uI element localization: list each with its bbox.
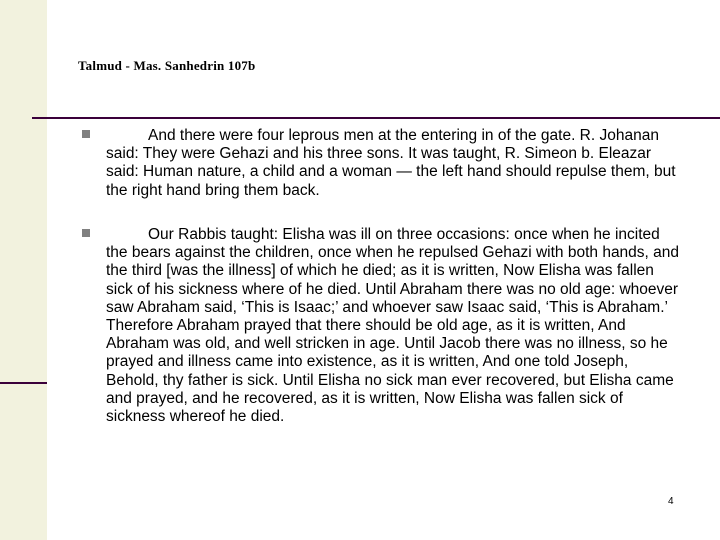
bullet-text: Our Rabbis taught: Elisha was ill on three occasions: once when he incited the bears against the children, once when he repulsed Gehazi with both hands, and the third [was the illness] of which he died; as it is written, Now Elisha was fallen sick of his sickness where of he died. Until Abraham there was no old age: whoever saw Abraham said, ‘This is Isaac;’ and whoever saw Isaac said, ‘This is Abraham.’ Therefore Abraham prayed that there should be old age, as it is written, And Abraham was old, and well stricken in age. Until Jacob there was no illness, so he prayed and illness came into existence, as it is written, And one told Joseph, Behold, thy father is sick. Until Elisha no sick man ever recovered, but Elisha came and prayed, and he recovered, as it is written, Now Elisha was fallen sick of sickness whereof he died. [106,226,680,426]
bullet-text: And there were four leprous men at the entering in of the gate. R. Johanan said: They were Gehazi and his three sons. It was taught, R. Simeon b. Eleazar said: Human nature, a child and a woman — the left hand should repulse them, but the right hand bring them back. [106,127,676,199]
left-band-rule [0,382,47,384]
bullet-item [82,127,682,200]
bullet-item [82,226,682,426]
title-divider [32,117,720,119]
square-bullet-icon [82,130,90,138]
left-decorative-band [0,0,47,540]
slide-title: Talmud - Mas. Sanhedrin 107b [78,58,256,73]
square-bullet-icon [82,229,90,237]
page-number: 4 [668,496,674,507]
